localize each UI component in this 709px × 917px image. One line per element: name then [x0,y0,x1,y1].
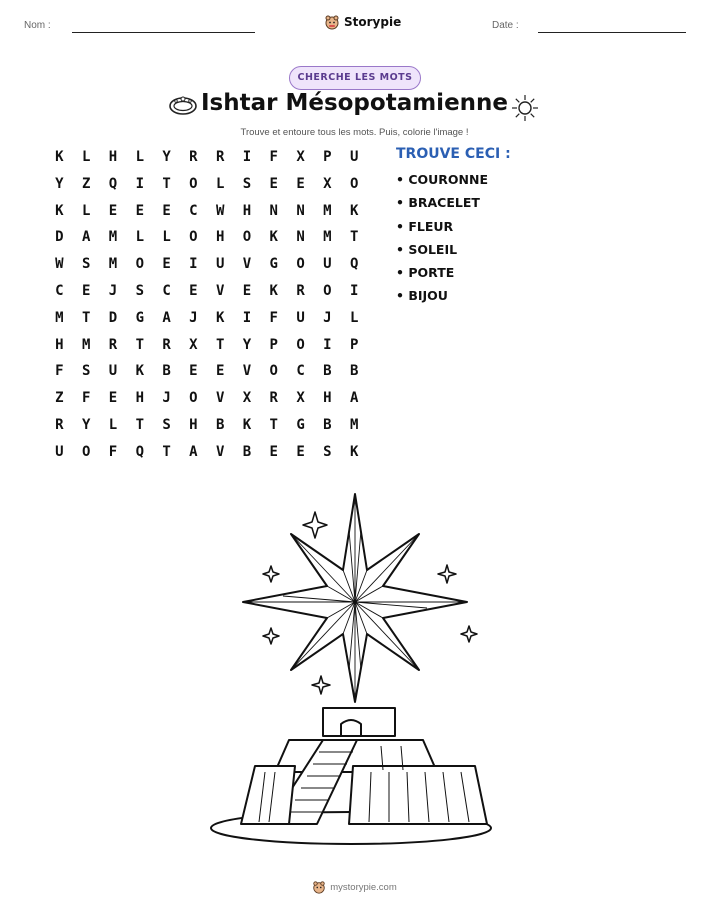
grid-cell[interactable]: S [242,175,252,192]
word-item: • PORTE [396,265,455,281]
grid-cell[interactable]: R [108,336,118,353]
grid-cell[interactable]: R [55,416,64,433]
grid-cell[interactable]: P [269,336,278,353]
grid-cell[interactable]: H [215,229,225,246]
grid-cell[interactable]: K [55,202,64,219]
grid-cell[interactable]: E [189,363,198,380]
grid-cell[interactable]: F [269,309,278,326]
grid-cell[interactable]: H [242,202,252,219]
grid-cell[interactable]: F [269,149,278,165]
grid-cell[interactable]: N [296,202,305,219]
grid-cell[interactable]: O [81,443,91,460]
grid-cell[interactable]: U [108,363,118,380]
grid-cell[interactable]: Y [55,175,64,192]
grid-cell[interactable]: U [349,149,359,165]
grid-cell[interactable]: M [349,416,359,433]
grid-cell[interactable]: L [81,149,91,165]
grid-cell[interactable]: F [81,390,91,407]
storypie-mascot-icon [324,14,340,30]
grid-cell[interactable]: U [296,309,305,326]
grid-cell[interactable]: O [242,229,252,246]
grid-cell[interactable]: H [323,390,332,407]
grid-cell[interactable]: I [242,149,252,165]
grid-cell[interactable]: M [108,256,118,273]
grid-cell[interactable]: F [108,443,118,460]
grid-cell[interactable]: C [189,202,198,219]
date-label: Date : [492,20,519,31]
grid-row [46,387,368,414]
grid-cell[interactable]: I [189,256,198,273]
grid-cell[interactable]: B [349,363,359,380]
word-item: • SOLEIL [396,241,458,257]
grid-cell[interactable]: T [349,229,359,246]
grid-cell[interactable]: V [242,256,252,273]
grid-cell[interactable]: O [323,282,332,299]
grid-cell[interactable]: X [296,390,305,407]
page-title: Ishtar Mésopotamienne [200,90,509,116]
category-badge: CHERCHE LES MOTS [289,66,421,90]
grid-cell[interactable]: K [269,282,278,299]
grid-cell[interactable]: E [108,202,118,219]
grid-cell[interactable]: U [215,256,225,273]
grid-row [46,307,368,334]
grid-cell[interactable]: T [81,309,91,326]
instructions: Trouve et entoure tous les mots. Puis, colorie l'image ! [240,127,469,138]
grid-cell[interactable]: L [135,149,144,165]
grid-cell[interactable]: E [269,175,278,192]
grid-cell[interactable]: E [135,202,144,219]
grid-cell[interactable]: Y [162,149,171,165]
grid-cell[interactable]: D [108,309,118,326]
grid-cell[interactable]: P [349,336,359,353]
grid-cell[interactable]: W [215,202,225,219]
grid-cell[interactable]: Q [349,256,359,273]
grid-cell[interactable]: J [108,282,118,299]
brand-name: Storypie [344,15,402,29]
grid-cell[interactable]: P [323,149,332,165]
grid-cell[interactable]: A [81,229,91,246]
grid-cell[interactable]: A [189,443,198,460]
grid-cell[interactable]: V [215,443,225,460]
grid-cell[interactable]: N [269,202,278,219]
grid-cell[interactable]: L [135,229,144,246]
grid-cell[interactable]: Z [81,175,91,192]
grid-row [46,441,368,468]
grid-cell[interactable]: O [189,229,198,246]
grid-cell[interactable]: D [55,229,64,246]
brand-logo [324,14,401,30]
name-label: Nom : [24,20,51,31]
footer [0,880,709,894]
grid-cell[interactable]: M [323,229,332,246]
grid-cell[interactable]: G [135,309,144,326]
grid-cell[interactable]: Q [135,443,144,460]
grid-row [46,334,368,361]
footer-url[interactable]: mystorypie.com [330,881,397,893]
grid-cell[interactable]: S [81,256,91,273]
grid-cell[interactable]: T [215,336,225,353]
grid-row [46,280,368,307]
grid-cell[interactable]: Q [108,175,118,192]
grid-cell[interactable]: H [189,416,198,433]
grid-cell[interactable]: E [162,202,171,219]
grid-cell[interactable]: U [323,256,332,273]
grid-cell[interactable]: O [135,256,144,273]
grid-cell[interactable]: R [162,336,171,353]
grid-cell[interactable]: S [323,443,332,460]
grid-cell[interactable]: N [296,229,305,246]
grid-cell[interactable]: W [55,256,64,273]
grid-cell[interactable]: O [296,256,305,273]
grid-cell[interactable]: C [55,282,64,299]
star-ziggurat-illustration [205,490,505,850]
grid-cell[interactable]: E [242,282,252,299]
grid-cell[interactable]: B [323,363,332,380]
grid-cell[interactable]: E [81,282,91,299]
grid-cell[interactable]: H [55,336,64,353]
grid-cell[interactable]: Y [81,416,91,433]
grid-cell[interactable]: L [349,309,359,326]
grid-cell[interactable]: E [215,363,225,380]
grid-cell[interactable]: R [269,390,278,407]
grid-cell[interactable]: C [296,363,305,380]
grid-cell[interactable]: Z [55,390,64,407]
word-item: • BRACELET [396,195,480,211]
grid-cell[interactable]: I [323,336,332,353]
sun-icon [510,94,540,122]
word-item: • FLEUR [396,218,454,234]
grid-cell[interactable]: M [55,309,64,326]
word-item: • BIJOU [396,288,448,304]
grid-cell[interactable]: G [269,256,278,273]
grid-cell[interactable]: E [296,175,305,192]
grid-cell[interactable]: M [323,202,332,219]
grid-row [46,360,368,387]
grid-cell[interactable]: T [162,175,171,192]
grid-cell[interactable]: T [135,416,144,433]
grid-cell[interactable]: Y [242,336,252,353]
grid-cell[interactable]: K [135,363,144,380]
find-title: TROUVE CECI : [396,146,511,162]
grid-cell[interactable]: J [162,390,171,407]
grid-cell[interactable]: I [135,175,144,192]
storypie-mascot-icon [312,880,326,894]
grid-cell[interactable]: R [215,149,225,165]
grid-cell[interactable]: L [215,175,225,192]
grid-cell[interactable]: E [108,390,118,407]
date-line[interactable] [538,32,686,33]
word-item: • COURONNE [396,172,489,187]
grid-cell[interactable]: J [323,309,332,326]
word-list [396,170,488,310]
grid-cell[interactable]: K [215,309,225,326]
grid-cell[interactable]: A [349,390,359,407]
grid-cell[interactable]: A [162,309,171,326]
grid-cell[interactable]: T [269,416,278,433]
grid-cell[interactable]: K [55,149,64,165]
grid-cell[interactable]: L [81,202,91,219]
grid-cell[interactable]: K [242,416,252,433]
grid-cell[interactable]: E [269,443,278,460]
grid-cell[interactable]: B [162,363,171,380]
grid-cell[interactable]: V [242,363,252,380]
grid-cell[interactable]: E [162,256,171,273]
grid-cell[interactable]: L [162,229,171,246]
grid-cell[interactable]: L [108,416,118,433]
grid-row [46,200,368,227]
grid-cell[interactable]: S [162,416,171,433]
name-line[interactable] [72,32,255,33]
grid-cell[interactable]: C [162,282,171,299]
grid-cell[interactable]: K [269,229,278,246]
grid-cell[interactable]: E [296,443,305,460]
grid-cell[interactable]: R [296,282,305,299]
grid-cell[interactable]: K [349,202,359,219]
grid-cell[interactable]: I [242,309,252,326]
grid-cell[interactable]: O [189,390,198,407]
grid-row [46,226,368,253]
grid-cell[interactable]: B [215,416,225,433]
grid-cell[interactable]: B [323,416,332,433]
grid-cell[interactable]: X [242,390,252,407]
grid-cell[interactable]: T [135,336,144,353]
grid-cell[interactable]: K [349,443,359,460]
grid-cell[interactable]: V [215,282,225,299]
grid-cell[interactable]: B [242,443,252,460]
word-search-grid[interactable] [46,146,368,468]
grid-row [46,253,368,280]
grid-cell[interactable]: I [349,282,359,299]
grid-cell[interactable]: J [189,309,198,326]
grid-cell[interactable]: E [189,282,198,299]
grid-cell[interactable]: M [108,229,118,246]
grid-cell[interactable]: X [323,175,332,192]
grid-cell[interactable]: T [162,443,171,460]
grid-cell[interactable]: V [215,390,225,407]
grid-cell[interactable]: O [349,175,359,192]
grid-cell[interactable]: O [189,175,198,192]
grid-cell[interactable]: H [135,390,144,407]
grid-cell[interactable]: M [81,336,91,353]
grid-cell[interactable]: X [189,336,198,353]
grid-cell[interactable]: S [135,282,144,299]
grid-cell[interactable]: G [296,416,305,433]
grid-cell[interactable]: H [108,149,118,165]
grid-cell[interactable]: F [55,363,64,380]
grid-cell[interactable]: U [55,443,64,460]
grid-row [46,173,368,200]
grid-row [46,414,368,441]
grid-cell[interactable]: O [269,363,278,380]
grid-row [46,146,368,173]
grid-cell[interactable]: O [296,336,305,353]
grid-cell[interactable]: X [296,149,305,165]
grid-cell[interactable]: R [189,149,198,165]
grid-cell[interactable]: S [81,363,91,380]
